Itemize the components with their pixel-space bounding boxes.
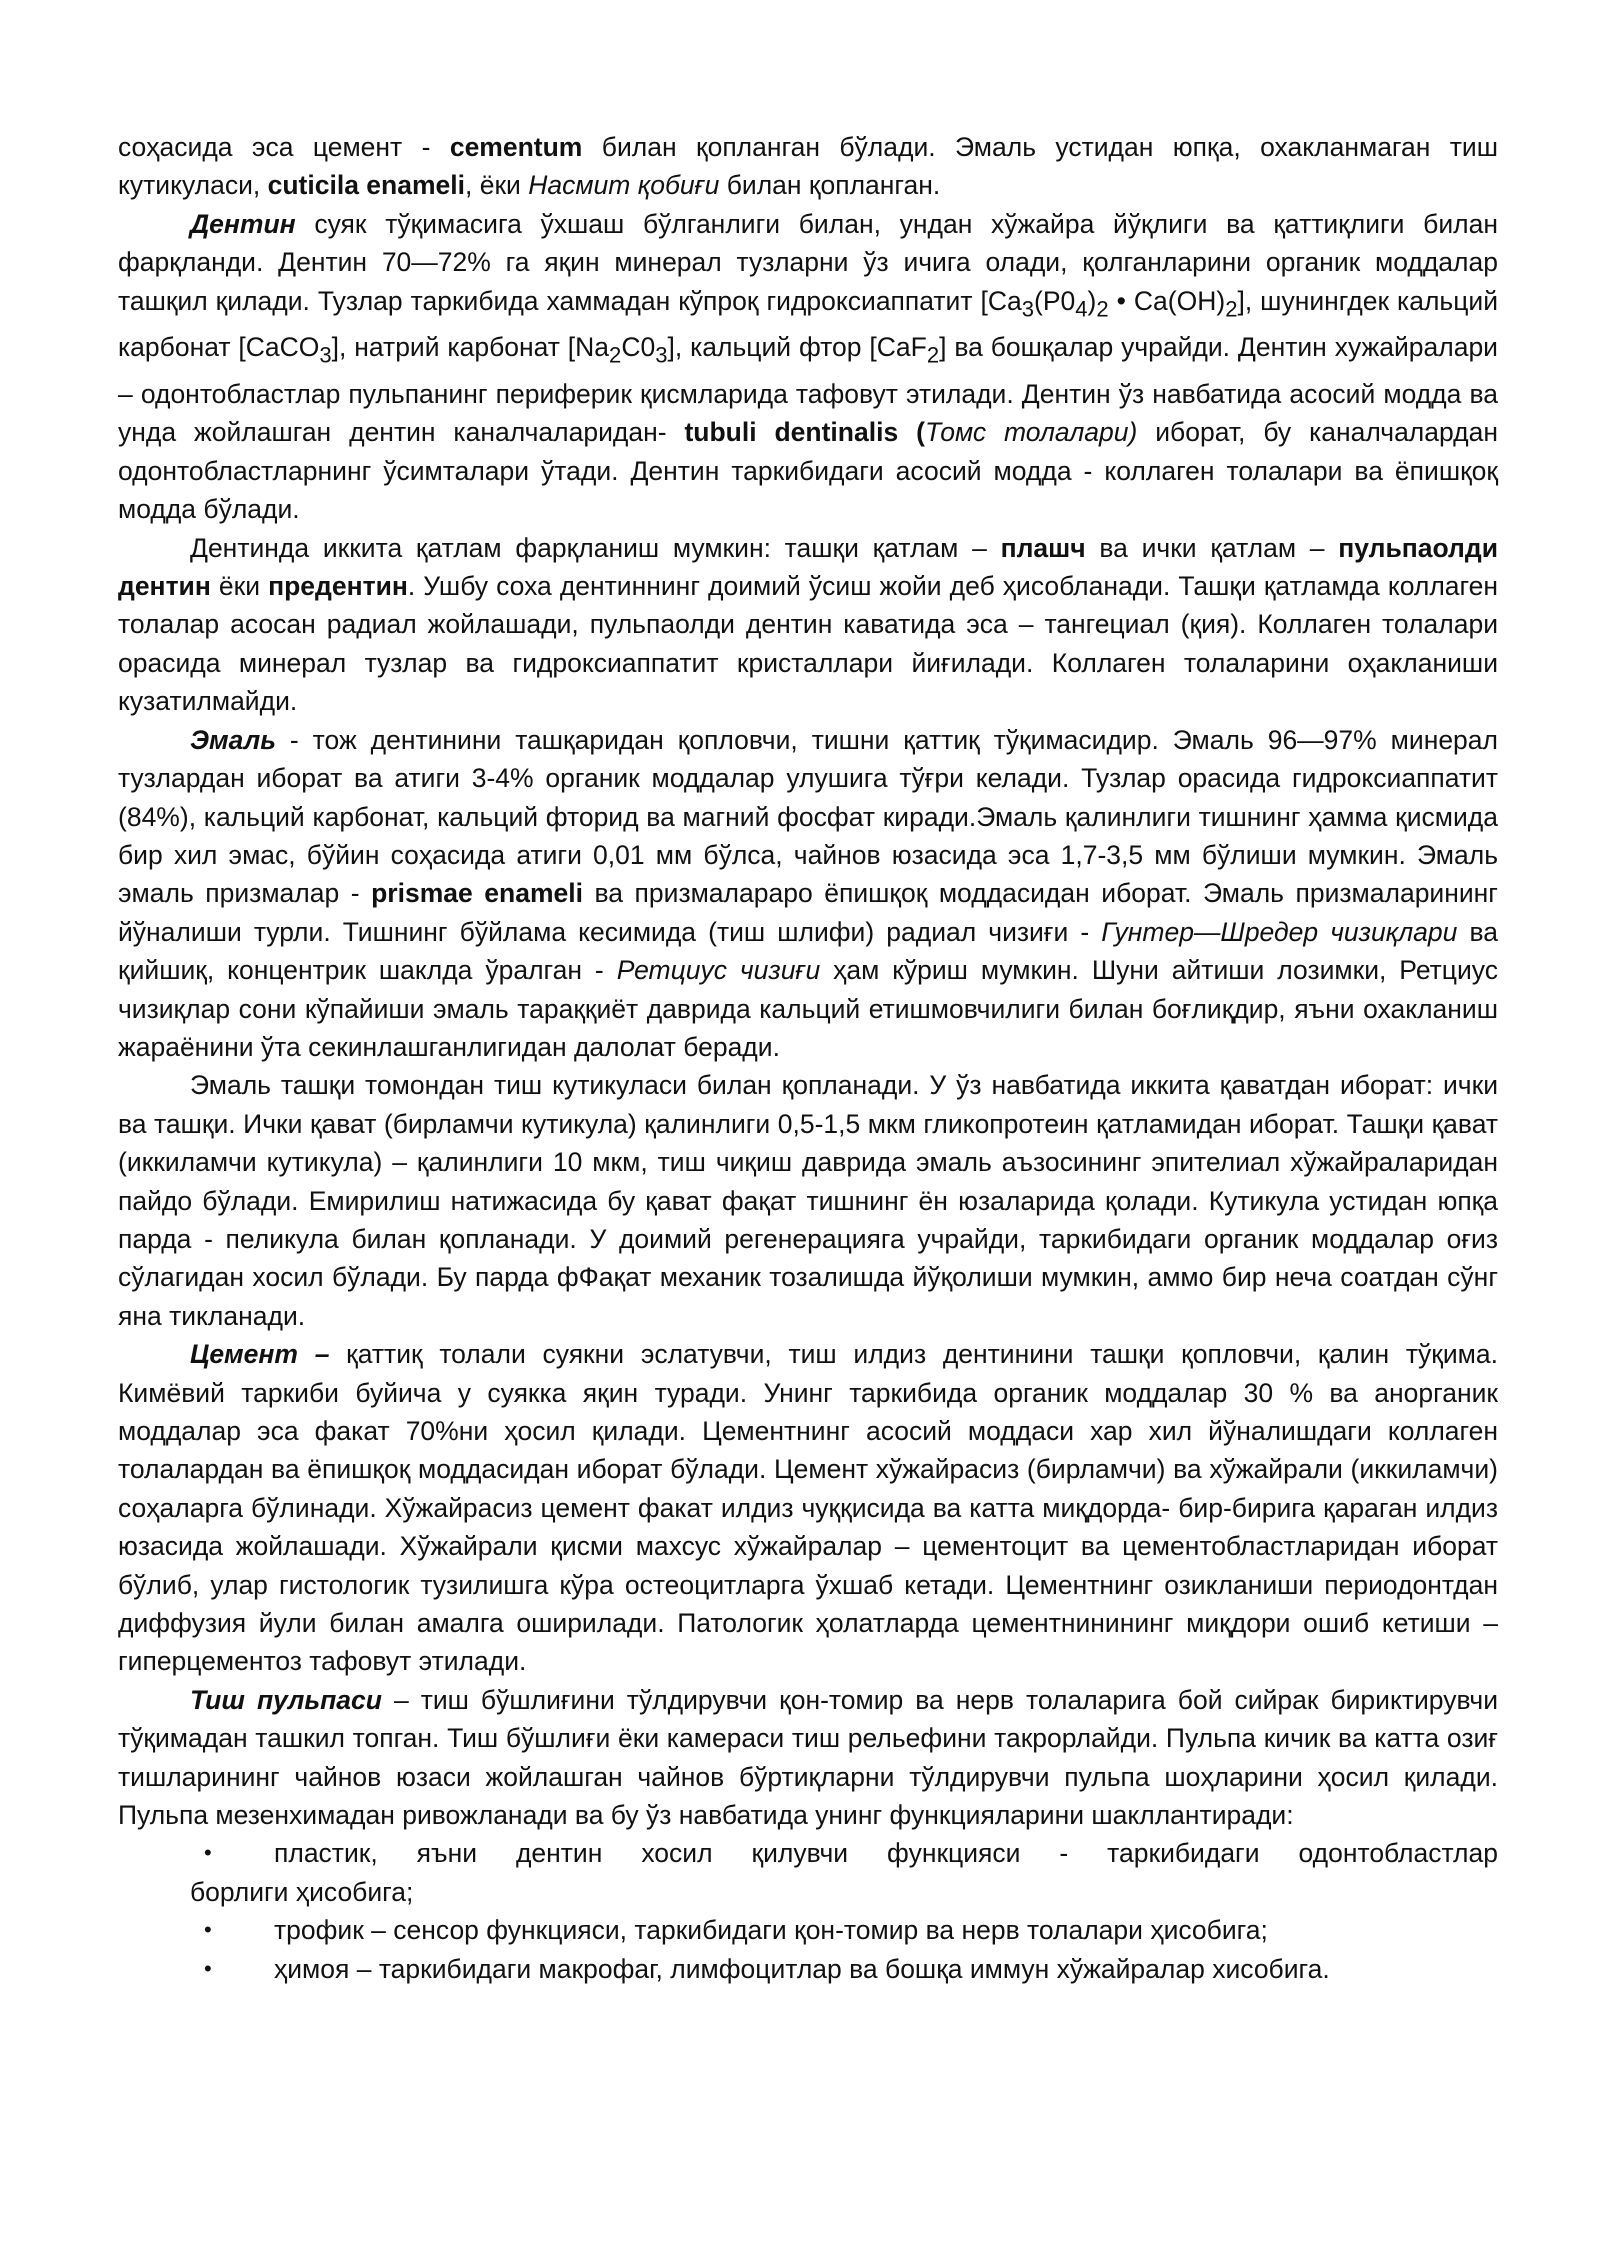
subscript: 2 bbox=[609, 342, 622, 368]
text-run: ], шунингдек кальций карбонат [CaCO bbox=[118, 285, 1498, 363]
section-heading-cement: Цемент – bbox=[190, 1339, 330, 1370]
text-run: • Ca(OH) bbox=[1108, 285, 1226, 316]
text-run: ва ички қатлам – bbox=[1085, 532, 1339, 563]
text-run: Дентинда иккита қатлам фарқланиш мумкин: ташқи қатлам – bbox=[190, 532, 1001, 563]
list-item-text: пластик, яъни дентин хосил қилувчи функцияси - таркибидаги одонтобластлар bbox=[274, 1838, 1498, 1869]
term-cementum: cementum bbox=[449, 132, 583, 162]
text-run: ], натрий карбонат [Na bbox=[331, 332, 610, 363]
list-item bbox=[118, 1834, 1498, 1872]
term-cuticila-enameli: cuticila enameli bbox=[267, 170, 465, 201]
subscript: 3 bbox=[319, 342, 332, 368]
list-item-text: борлиги ҳисобига; bbox=[190, 1876, 414, 1907]
term-nasmyth: Насмит қобиғи bbox=[528, 170, 720, 201]
list-item-continuation bbox=[118, 1873, 1498, 1911]
term-tubuli-dentinalis: tubuli dentinalis ( bbox=[684, 417, 925, 448]
term-hunter-schreger: Гунтер—Шредер чизиқлари bbox=[1101, 916, 1458, 947]
text-run: суяк тўқимасига ўхшаш бўлганлиги билан, ундан хўжайра йўқлиги ва қаттиқлиги билан фарқланди. Дентин 70—72% га яқин минерал тузларни ўз ичига олади, қолганларини органик моддалар ташқил қилади. Тузлар таркибида хаммадан кўпроқ гидроксиаппатит [Ca bbox=[118, 208, 1498, 316]
paragraph-dentin bbox=[118, 205, 1498, 529]
list-item bbox=[118, 1950, 1498, 1988]
text-run: билан қопланган бўлади. Эмаль устидан юпқа, охакланмаган тиш кутикуласи, bbox=[118, 132, 1498, 201]
subscript: 2 bbox=[1096, 295, 1109, 321]
text-run: ) bbox=[1087, 285, 1097, 316]
text-run: . Ушбу соха дентиннинг доимий ўсиш жойи деб ҳисобланади. Ташқи қатламда коллаген толалар асосан радиал жойлашади, пульпаолди дентин каватида эса – тангециал (қия). Коллаген толалари орасида минерал тузлар ва гидроксиаппатит кристаллари йиғилади. Коллаген толаларини оҳакланиши кузатилмайди. bbox=[118, 571, 1498, 717]
term-retzius: Ретциус чизиғи bbox=[616, 955, 821, 986]
paragraph-cement-intro bbox=[118, 128, 1498, 205]
bullet-icon: • bbox=[204, 1917, 212, 1943]
section-heading-dentin: Дентин bbox=[190, 208, 296, 239]
term-prismae-enameli: prismae enameli bbox=[371, 878, 583, 909]
paragraph-enamel bbox=[118, 721, 1498, 1067]
text-run: ёки bbox=[210, 571, 269, 602]
text-run: ва қийшиқ, концентрик шаклда ўралган - bbox=[118, 916, 1498, 986]
list-item bbox=[118, 1911, 1498, 1949]
text-run: соҳасида эса цемент - bbox=[118, 132, 450, 162]
text-run: қаттиқ толали суякни эслатувчи, тиш илдиз дентинини ташқи қопловчи, қалин тўқима. Кимёвий таркиби буйича у суякка яқин туради. Унинг таркибида органик моддалар 30 % ва анорганик моддалар эса факат 70%ни ҳосил қилади. Цементнинг асосий моддаси хар хил йўналишдаги коллаген толалардан ва ёпишқоқ моддасидан иборат бўлади. Цемент хўжайрасиз (бирламчи) ва хўжайрали (иккиламчи) соҳаларга бўлинади. Хўжайрасиз цемент факат илдиз чуққисида ва катта миқдорда- бир-бирига қараган илдиз юзасида жойлашади. Хўжайрали қисми махсус хўжайралар – цементоцит ва цементобластларидан иборат бўлиб, улар гистологик тузилишга кўра остеоцитларга ўхшаб кетади. Цементнинг озикланиши периодонтдан диффузия йули билан амалга оширилади. Патологик ҳолатларда цементнинининг миқдори ошиб кетиши – гиперцементоз тафовут этилади. bbox=[118, 1339, 1498, 1677]
term-toms-fibers: Томс толалари) bbox=[924, 417, 1138, 448]
text-run: Эмаль ташқи томондан тиш кутикуласи билан қопланади. У ўз навбатида иккита қаватдан иборат: ички ва ташқи. Ички қават (бирламчи кутикула) қалинлиги 0,5-1,5 мкм гликопротеин қатламидан иборат. Ташқи қават (иккиламчи кутикула) – қалинлиги 10 мкм, тиш чиқиш даврида эмаль аъзосининг эпителиал хўжайраларидан пайдо бўлади. Емирилиш натижасида бу қават фақат тишнинг ён юзаларида қолади. Кутикула устидан юпқа парда - пеликула билан қопланади. У доимий регенерацияга учрайди, таркибидаги органик моддалар оғиз сўлагидан хосил бўлади. Бу парда фФақат механик тозалишда йўқолиши мумкин, аммо бир неча соатдан сўнг яна тикланади. bbox=[118, 1070, 1498, 1331]
subscript: 2 bbox=[1225, 295, 1238, 321]
term-predentin: предентин bbox=[268, 571, 408, 602]
term-circumpulpal-dentin: пульпаолди дентин bbox=[118, 532, 1498, 602]
list-item-text: трофик – сенсор функцияси, таркибидаги қон-томир ва нерв толалари ҳисобига; bbox=[274, 1915, 1268, 1946]
text-run: C0 bbox=[621, 332, 656, 363]
subscript: 2 bbox=[926, 342, 940, 368]
text-run: иборат, бу каналчалардан одонтобластларнинг ўсимталари ўтади. Дентин таркибидаги асосий модда - коллаген толалари ва ёпишқоқ модда бўлади. bbox=[118, 417, 1498, 525]
subscript: 4 bbox=[1075, 295, 1088, 321]
text-run: ] ва бошқалар учрайди. Дентин хужайралари – одонтобластлар пульпанинг периферик қисмларида тафовут этилади. Дентин ўз навбатида асосий модда ва унда жойлашган дентин каналчаларидан- bbox=[118, 332, 1498, 448]
text-run: (P0 bbox=[1034, 285, 1076, 316]
term-mantle: плашч bbox=[1000, 532, 1086, 563]
text-run: , ёки bbox=[465, 170, 529, 201]
subscript: 3 bbox=[1021, 295, 1034, 321]
bullet-list bbox=[118, 1834, 1498, 1988]
document-page bbox=[118, 128, 1498, 1988]
paragraph-dentin-layers bbox=[118, 529, 1498, 721]
paragraph-cement bbox=[118, 1335, 1498, 1681]
bullet-icon: • bbox=[204, 1840, 212, 1866]
text-run: билан қопланган. bbox=[719, 170, 941, 201]
list-item-text: ҳимоя – таркибидаги макрофаг, лимфоцитлар ва бошқа иммун хўжайралар хисобига. bbox=[274, 1953, 1330, 1984]
subscript: 3 bbox=[655, 342, 668, 368]
section-heading-pulp: Тиш пульпаси bbox=[190, 1684, 382, 1715]
text-run: - тож дентинини ташқаридан қопловчи, тишни қаттиқ тўқимасидир. Эмаль 96—97% минерал тузлардан иборат ва атиги 3-4% органик моддалар улушига тўғри келади. Тузлар орасида гидроксиаппатит (84%), кальций карбонат, кальций фторид ва магний фосфат киради.Эмаль қалинлиги тишнинг ҳамма қисмида бир хил эмас, бўйин соҳасида атиги 0,01 мм бўлса, чайнов юзасида эса 1,7-3,5 мм бўлиши мумкин. Эмаль эмаль призмалар - bbox=[118, 724, 1498, 909]
bullet-icon: • bbox=[204, 1955, 212, 1981]
paragraph-enamel-cuticle bbox=[118, 1066, 1498, 1335]
text-run: ], кальций фтор [CaF bbox=[667, 332, 927, 363]
text-run: ҳам кўриш мумкин. Шуни айтиши лозимки, Ретциус чизиқлар сони кўпайиши эмаль тараққиёт даврида кальций етишмовчилиги билан боғлиқдир, яъни охакланиш жараёнини ўта секинлашганлигидан далолат беради. bbox=[118, 955, 1498, 1062]
paragraph-pulp bbox=[118, 1681, 1498, 1835]
text-run: – тиш бўшлиғини тўлдирувчи қон-томир ва нерв толаларига бой сийрак бириктирувчи тўқимадан ташкил топган. Тиш бўшлиғи ёки камераси тиш рельефини такрорлайди. Пульпа кичик ва катта озиғ тишларининг чайнов юзаси жойлашган чайнов бўртиқларни тўлдирувчи пульпа шоҳларини ҳосил қилади. Пульпа мезенхимадан ривожланади ва бу ўз навбатида унинг функцияларини шакллантиради: bbox=[118, 1684, 1498, 1831]
text-run: ва призмалараро ёпишқоқ моддасидан иборат. Эмаль призмаларининг йўналиши турли. Тишнинг бўйлама кесимида (тиш шлифи) радиал чизиғи - bbox=[118, 878, 1498, 947]
section-heading-enamel: Эмаль bbox=[190, 724, 276, 755]
